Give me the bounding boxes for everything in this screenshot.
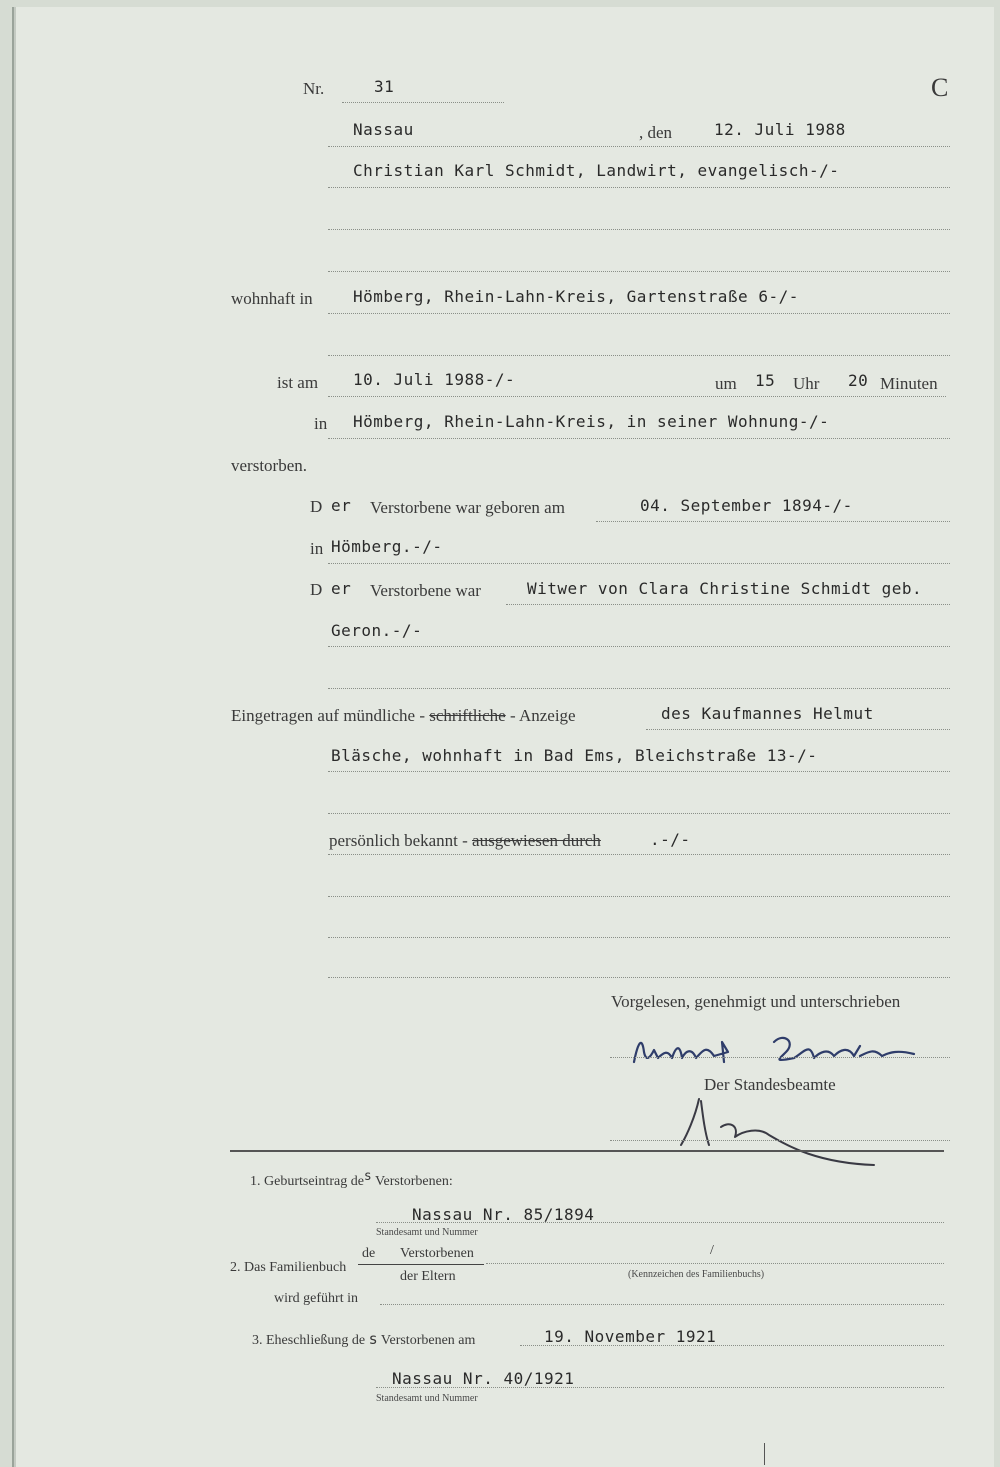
line-wohnhaft-1 bbox=[328, 313, 950, 314]
minuten-label: Minuten bbox=[880, 374, 938, 393]
line-person-1 bbox=[328, 187, 950, 188]
verstorben-label: verstorben. bbox=[231, 456, 308, 475]
line-registration-2 bbox=[328, 771, 950, 772]
place-value: Nassau bbox=[353, 120, 414, 139]
line-registration-1 bbox=[646, 729, 950, 730]
registration-value-1: des Kaufmannes Helmut bbox=[661, 704, 874, 723]
line-marital-3 bbox=[328, 688, 950, 689]
uhr-label: Uhr bbox=[793, 374, 820, 393]
line-birth-place bbox=[328, 563, 950, 564]
known-suffix: .-/- bbox=[650, 830, 691, 849]
birth-er: er bbox=[331, 496, 352, 515]
line-wohnhaft-2 bbox=[328, 355, 950, 356]
registration-label-b: - Anzeige bbox=[509, 706, 576, 725]
birth-in-label: in bbox=[310, 539, 324, 558]
marital-d-label: D bbox=[310, 580, 323, 599]
binding-mark bbox=[764, 1443, 765, 1465]
um-label: um bbox=[715, 374, 737, 393]
item1-caption: Standesamt und Nummer bbox=[376, 1227, 478, 1238]
item3-suffix: s bbox=[368, 1330, 378, 1348]
registrar-signature bbox=[669, 1087, 889, 1177]
item2-slash: / bbox=[710, 1243, 714, 1258]
item2-bottom: der Eltern bbox=[400, 1269, 456, 1284]
known-struck: ausgewiesen durch bbox=[472, 831, 601, 850]
line-known-2 bbox=[328, 896, 950, 897]
line-person-2 bbox=[328, 229, 950, 230]
item3-caption: Standesamt und Nummer bbox=[376, 1393, 478, 1404]
registration-label-a-text: Eingetragen auf mündliche - bbox=[231, 706, 426, 725]
registration-value-2: Bläsche, wohnhaft in Bad Ems, Bleichstraße 13-/- bbox=[331, 746, 818, 765]
line-item2 bbox=[486, 1263, 944, 1264]
item3-label bbox=[252, 1330, 475, 1349]
line-person-3 bbox=[328, 271, 950, 272]
marital-value-1: Witwer von Clara Christine Schmidt geb. bbox=[527, 579, 923, 598]
read-approved-label: Vorgelesen, genehmigt und unterschrieben bbox=[611, 992, 901, 1011]
nr-label: Nr. bbox=[303, 79, 325, 98]
marital-text-label: Verstorbene war bbox=[370, 581, 481, 600]
line-death-place bbox=[328, 438, 950, 439]
item1-label-a: 1. Geburtseintrag de bbox=[250, 1174, 364, 1189]
item1-label bbox=[250, 1169, 453, 1190]
line-death-date bbox=[328, 396, 946, 397]
line-birth-date bbox=[596, 521, 950, 522]
marital-value-2: Geron.-/- bbox=[331, 621, 423, 640]
person-line1: Christian Karl Schmidt, Landwirt, evangelisch-/- bbox=[353, 161, 840, 180]
known-label-a: persönlich bekannt - bbox=[329, 831, 468, 850]
footer-divider bbox=[230, 1150, 944, 1152]
wohnhaft-value: Hömberg, Rhein-Lahn-Kreis, Gartenstraße 6-/- bbox=[353, 287, 799, 306]
wohnhaft-label: wohnhaft in bbox=[231, 289, 313, 308]
line-item3 bbox=[376, 1387, 944, 1388]
birth-date: 04. September 1894-/- bbox=[640, 496, 853, 515]
registrar-label: Der Standesbeamte bbox=[704, 1075, 836, 1094]
item2-fraction-bar bbox=[358, 1264, 484, 1265]
item2-label: 2. Das Familienbuch bbox=[230, 1260, 347, 1275]
marital-er: er bbox=[331, 579, 352, 598]
line-marital-1 bbox=[506, 604, 950, 605]
death-in-label: in bbox=[314, 414, 328, 433]
line-registrar-sig bbox=[610, 1140, 950, 1141]
item3-date: 19. November 1921 bbox=[544, 1327, 717, 1346]
item2-wird: wird geführt in bbox=[274, 1291, 358, 1306]
line-registration-3 bbox=[328, 813, 950, 814]
item1-suffix: s bbox=[363, 1169, 372, 1184]
informant-signature bbox=[624, 1022, 934, 1072]
known-line bbox=[329, 831, 601, 851]
item1-label-b: Verstorbenen: bbox=[375, 1174, 453, 1189]
death-hour: 15 bbox=[755, 371, 776, 390]
nr-line bbox=[342, 102, 504, 103]
line-item1 bbox=[376, 1222, 944, 1223]
registration-struck: schriftliche bbox=[429, 706, 506, 725]
death-minute: 20 bbox=[848, 371, 869, 390]
registration-label-a bbox=[231, 706, 576, 726]
den-label: , den bbox=[639, 123, 673, 142]
document-page bbox=[12, 7, 994, 1467]
death-date: 10. Juli 1988-/- bbox=[353, 370, 516, 389]
item2-caption: (Kennzeichen des Familienbuchs) bbox=[628, 1269, 765, 1280]
date-value: 12. Juli 1988 bbox=[714, 120, 846, 139]
birth-place: Hömberg.-/- bbox=[331, 537, 443, 556]
item3-label-b: Verstorbenen am bbox=[380, 1333, 476, 1348]
line-known-1 bbox=[328, 854, 950, 855]
item2-de: de bbox=[362, 1246, 376, 1261]
register-letter: C bbox=[931, 73, 949, 102]
line-item3-date bbox=[520, 1345, 944, 1346]
ist-am-label: ist am bbox=[277, 373, 319, 392]
line-known-3 bbox=[328, 937, 950, 938]
line-known-4 bbox=[328, 977, 950, 978]
item2-top: Verstorbenen bbox=[400, 1246, 474, 1261]
line-place bbox=[328, 146, 950, 147]
nr-value: 31 bbox=[374, 77, 395, 96]
item1-value: Nassau Nr. 85/1894 bbox=[412, 1205, 595, 1224]
line-item2-wird bbox=[380, 1304, 944, 1305]
line-informant-sig bbox=[610, 1057, 950, 1058]
line-marital-2 bbox=[328, 646, 950, 647]
item3-label-a: 3. Eheschließung de bbox=[252, 1333, 366, 1348]
birth-d-label: D bbox=[310, 497, 323, 516]
death-place: Hömberg, Rhein-Lahn-Kreis, in seiner Wohnung-/- bbox=[353, 412, 830, 431]
item3-value: Nassau Nr. 40/1921 bbox=[392, 1369, 575, 1388]
birth-text-label: Verstorbene war geboren am bbox=[370, 498, 565, 517]
